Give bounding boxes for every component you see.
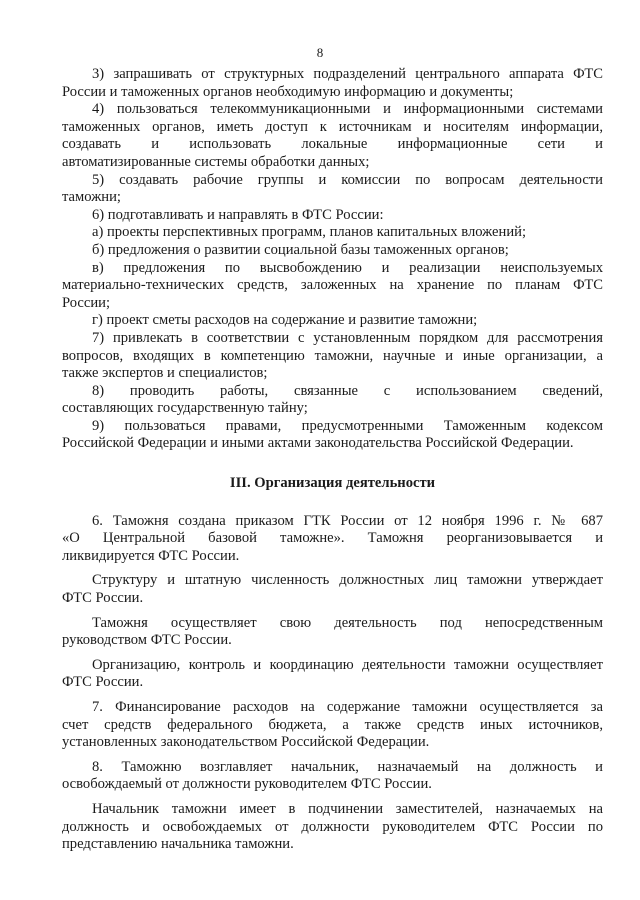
page-number: 8 (316, 45, 324, 60)
list-item-6v-line-2: материально-технических средств, заложенных на хранение по планам ФТС (62, 277, 603, 294)
paragraph-8-line-2: освобождаемый от должности руководителем ФТС России. (62, 776, 432, 793)
paragraph-6-line-3: ликвидируется ФТС России. (62, 547, 240, 564)
paragraph-7-line-3: установленных законодательством Российской Федерации. (62, 734, 430, 751)
list-item-6-line-1: 6) подготавливать и направлять в ФТС России: (92, 206, 384, 223)
paragraph-structure-line-1: Структуру и штатную численность должностных лиц таможни утверждает (92, 572, 603, 589)
paragraph-control-line-2: ФТС России. (62, 674, 144, 691)
list-item-6g: г) проект сметы расходов на содержание и развитие таможни; (92, 312, 478, 329)
paragraph-6-line-1: 6. Таможня создана приказом ГТК России от 12 ноября 1996 г. № 687 (92, 512, 603, 529)
list-item-9-line-2: Российской Федерации и иными актами законодательства Российской Федерации. (62, 435, 574, 452)
paragraph-head-line-2: должность и освобождаемых от должности руководителем ФТС России по (62, 818, 603, 835)
list-item-6v-line-3: России; (62, 294, 111, 311)
paragraph-head-line-1: Начальник таможни имеет в подчинении заместителей, назначаемых на (92, 800, 603, 817)
list-item-6b: б) предложения о развитии социальной базы таможенных органов; (92, 241, 509, 258)
paragraph-activity-line-2: руководством ФТС России. (62, 632, 232, 649)
section-heading: III. Организация деятельности (229, 475, 436, 492)
list-item-7-line-3: также экспертов и специалистов; (62, 365, 268, 382)
paragraph-structure-line-2: ФТС России. (62, 590, 144, 607)
paragraph-8-line-1: 8. Таможню возглавляет начальник, назначаемый на должность и (92, 758, 603, 775)
paragraph-head-line-3: представлению начальника таможни. (62, 836, 294, 853)
list-item-5-line-2: таможни; (62, 189, 121, 206)
paragraph-6-line-2: «О Центральной базовой таможне». Таможня реорганизовывается и (62, 530, 603, 547)
list-item-6v-line-1: в) предложения по высвобождению и реализации неиспользуемых (92, 259, 603, 276)
list-item-3-line-2: России и таможенных органов необходимую информацию и документы; (62, 83, 514, 100)
list-item-4-line-4: автоматизированные системы обработки данных; (62, 153, 370, 170)
paragraph-7-line-2: счет средств федерального бюджета, а также средств иных источников, (62, 716, 603, 733)
list-item-6a: а) проекты перспективных программ, планов капитальных вложений; (92, 224, 527, 241)
list-item-7-line-2: вопросов, входящих в компетенцию таможни, научные и иные организации, а (62, 347, 603, 364)
list-item-9-line-1: 9) пользоваться правами, предусмотренными Таможенным кодексом (92, 417, 603, 434)
list-item-8-line-1: 8) проводить работы, связанные с использованием сведений, (92, 382, 603, 399)
list-item-4-line-2: таможенных органов, иметь доступ к источникам и носителям информации, (62, 118, 603, 135)
list-item-5-line-1: 5) создавать рабочие группы и комиссии по вопросам деятельности (92, 171, 603, 188)
list-item-4-line-3: создавать и использовать локальные информационные сети и (62, 136, 603, 153)
paragraph-control-line-1: Организацию, контроль и координацию деятельности таможни осуществляет (92, 656, 603, 673)
list-item-7-line-1: 7) привлекать в соответствии с установленным порядком для рассмотрения (92, 329, 603, 346)
paragraph-activity-line-1: Таможня осуществляет свою деятельность под непосредственным (92, 614, 603, 631)
list-item-8-line-2: составляющих государственную тайну; (62, 400, 308, 417)
list-item-4-line-1: 4) пользоваться телекоммуникационными и информационными системами (92, 101, 603, 118)
document-body (62, 66, 603, 854)
paragraph-7-line-1: 7. Финансирование расходов на содержание таможни осуществляется за (92, 699, 603, 715)
list-item-3-line-1: 3) запрашивать от структурных подразделений центрального аппарата ФТС (92, 66, 603, 82)
